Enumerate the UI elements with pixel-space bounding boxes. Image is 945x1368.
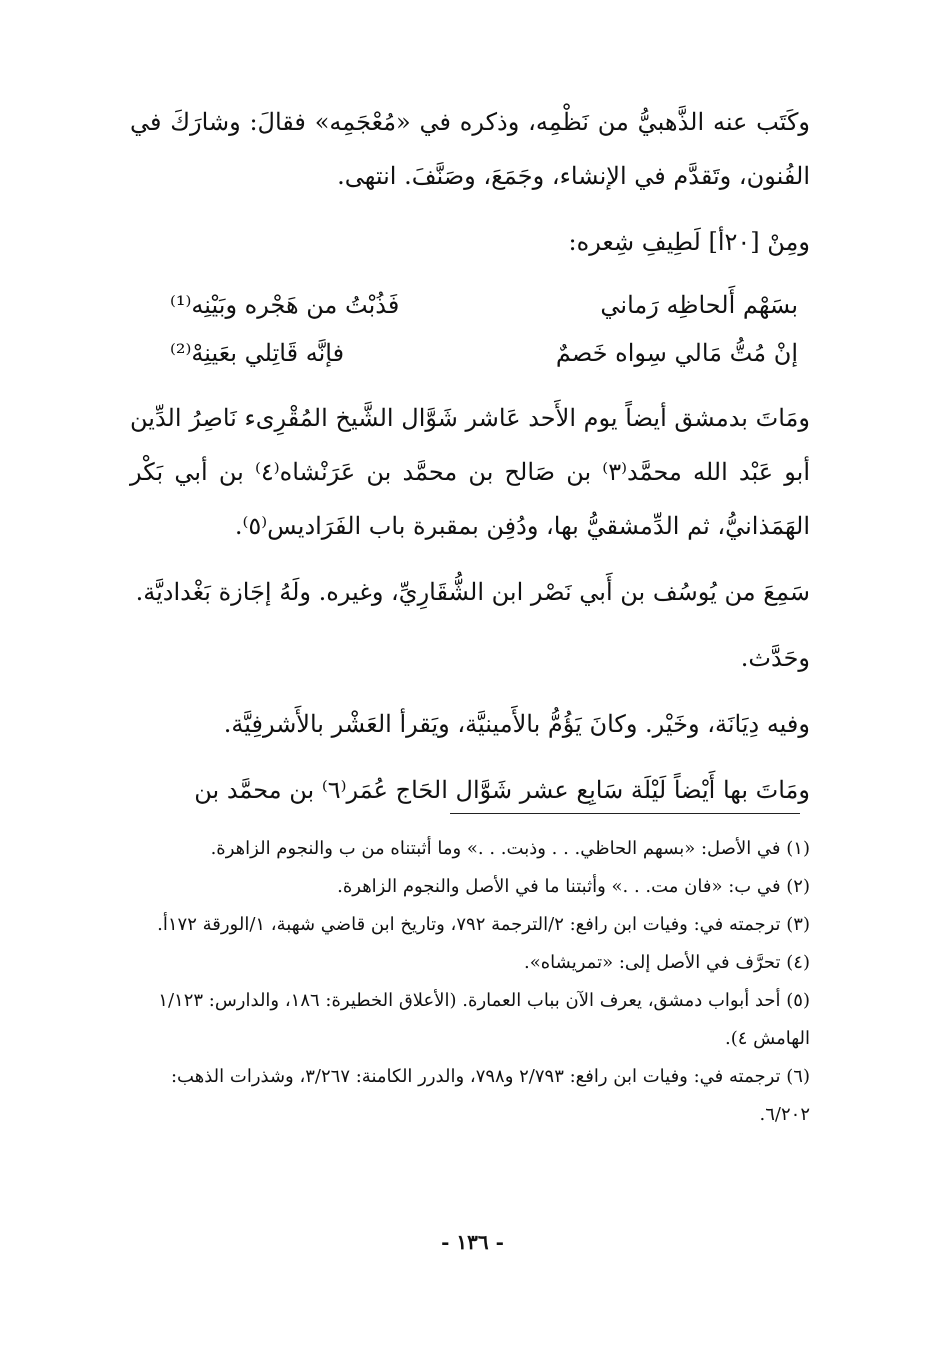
footnote: (٤) تحرَّف في الأصل إلى: «تمريشاه». — [524, 952, 810, 973]
paragraph: ومِنْ [٢٠أ] لَطِيفِ شِعره: — [568, 228, 810, 256]
verse-line — [130, 281, 810, 329]
paragraph: ومَاتَ بدمشق أيضاً يوم الأَحد عَاشر شَوَّال الشَّيخ المُقْرِىء نَاصِرُ الدِّين أبو عَبْد الله محمَّد⁽٣⁾ بن صَالح بن محمَّد بن عَرَنْشاه⁽٤⁾ بن أبي بَكْر الهَمَذانيُّ، ثم الدِّمشقيُّ بها، ودُفِن بمقبرة باب الفَرَاديس⁽٥⁾. — [130, 404, 810, 540]
paragraph: وكَتَب عنه الذَّهبيُّ من نَظْمِه، وذكره في «مُعْجَمِه» فقالَ: وشارَكَ في الفُنون، وتَقدَّم في الإنشاء، وجَمَعَ، وصَنَّفَ. انتهى. — [130, 108, 810, 190]
paragraph: سَمِعَ من يُوسُف بن أَبي نَصْر ابن الشُّقَارِيِّ، وغيره. ولَهُ إجَازة بَغْداديَّة. — [135, 578, 810, 606]
poem-verse — [130, 281, 810, 377]
footnotes — [130, 830, 810, 1134]
footnote: (٢) في ب: «فان مت. . .» وأثبتنا ما في الأصل والنجوم الزاهرة. — [337, 876, 810, 897]
main-text — [130, 95, 810, 829]
footnote: (١) في الأصل: «بسهم الحاظي. . . وذبت. . .» وما أثبتناه من ب والنجوم الزاهرة. — [210, 838, 810, 859]
footnote: (٦) ترجمته في: وفيات ابن رافع: ٢/٧٩٣ و٧٩٨، والدرر الكامنة: ٣/٢٦٧، وشذرات الذهب: ٦/٢٠٢. — [170, 1066, 810, 1125]
footnote: (٥) أحد أبواب دمشق، يعرف الآن بباب العمارة. (الأعلاق الخطيرة: ١٨٦، والدارس: ١/١٢٣ الهامش ٤). — [158, 990, 810, 1049]
paragraph: وفيه دِيَانَة، وخَيْر. وكانَ يَؤُمُّ بالأَمينيَّة، ويَقرأ العَشْر بالأَشرفِيَّة. — [223, 710, 810, 738]
footnote-divider — [450, 813, 800, 814]
paragraph: ومَاتَ بها أَيْضاً لَيْلَة سَابِع عشر شَوَّال الحَاج عُمَر⁽٦⁾ بن محمَّد بن — [194, 776, 810, 804]
verse-line — [130, 329, 810, 377]
hemistich: إنْ مُتُّ مَالي سِواه خَصمٌ — [555, 339, 798, 367]
paragraph: وحَدَّث. — [740, 644, 810, 672]
hemistich: فإنَّه قَاتِلي بعَينِهْ⁽²⁾ — [170, 339, 345, 367]
footnote: (٣) ترجمته في: وفيات ابن رافع: ٢/الترجمة ٧٩٢، وتاريخ ابن قاضي شهبة، ١/الورقة ١٧٢أ. — [157, 914, 810, 935]
hemistich: بسَهْم أَلحاظِه رَماني — [600, 291, 798, 319]
hemistich: فَذُبْتُ من هَجْره وبَيْنِه⁽¹⁾ — [170, 291, 400, 319]
page-number: - ١٣٦ - — [441, 1230, 504, 1254]
